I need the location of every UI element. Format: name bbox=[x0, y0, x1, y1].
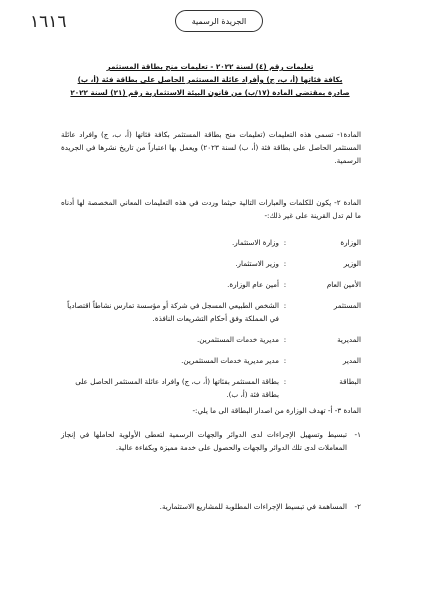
definition-term: الوزارة bbox=[340, 238, 361, 247]
article-2-intro-text: المادة ٢- يكون للكلمات والعبارات التالية حيثما وردت في هذه التعليمات المعاني المخصصة لها أدناه ما لم تدل القرينة على غير ذلك:- bbox=[61, 198, 361, 220]
definition-term: الوزير bbox=[343, 259, 361, 268]
definition-colon: : bbox=[283, 280, 287, 289]
article-1-text: المادة١- تسمى هذه التعليمات (تعليمات منح بطاقة المستثمر بكافة فئاتها (أ، ب، ج) وافراد عائلة المستثمر الحاصل على بطاقة فئة (أ، ب) لسنة ٢٠٢٣) ويعمل بها اعتباراً من تاريخ نشرها في الجريدة الرسمية. bbox=[61, 130, 361, 165]
definition-colon: : bbox=[283, 238, 287, 247]
list-item-text: المساهمة في تبسيط الإجراءات المطلوبة للمشاريع الاستثمارية. bbox=[159, 502, 347, 511]
definition-text: الشخص الطبيعي المسجل في شركة أو مؤسسة تمارس نشاطاً اقتصادياً في المملكة وفق أحكام التشريعات النافذة. bbox=[67, 301, 279, 323]
definitions-list bbox=[61, 236, 361, 401]
definition-colon: : bbox=[283, 356, 287, 365]
list-item bbox=[61, 428, 361, 454]
document-title bbox=[60, 60, 360, 99]
definition-text: وزير الاستثمار. bbox=[235, 259, 279, 268]
title-line-2: بكافة فئاتها (أ، ب، ج) وأفراد عائلة المستثمر الحاصل على بطاقة فئة (أ، ب) bbox=[77, 75, 343, 84]
article-2-intro bbox=[61, 196, 361, 222]
definition-colon: : bbox=[283, 259, 287, 268]
definition-text: أمين عام الوزارة. bbox=[227, 280, 279, 289]
definition-term: البطاقة bbox=[339, 377, 361, 386]
definition-term: المستثمر bbox=[333, 301, 361, 310]
definition-colon: : bbox=[283, 377, 287, 386]
definition-colon: : bbox=[283, 301, 287, 310]
definition-row bbox=[61, 354, 361, 367]
title-line-1: تعليمات رقم (٤) لسنة ٢٠٢٢ - تعليمات منح بطاقة المستثمر bbox=[106, 62, 314, 71]
definition-text: مديرية خدمات المستثمرين. bbox=[196, 335, 279, 344]
definition-text: وزارة الاستثمار. bbox=[231, 238, 279, 247]
definition-row bbox=[61, 257, 361, 270]
definition-text: مدير مديرية خدمات المستثمرين. bbox=[181, 356, 279, 365]
list-item-number: ٢- bbox=[354, 502, 361, 511]
definition-term: المديرية bbox=[337, 335, 361, 344]
definition-row bbox=[61, 299, 361, 325]
article-3-intro-text: المادة ٣- أ- تهدف الوزارة من اصدار البطاقة الى ما يلي:- bbox=[192, 406, 361, 415]
definition-row bbox=[61, 333, 361, 346]
article-3-intro bbox=[61, 404, 361, 417]
definition-row bbox=[61, 278, 361, 291]
page-number: ١٦١٦ bbox=[30, 12, 67, 32]
list-item bbox=[61, 500, 361, 513]
definition-text: بطاقة المستثمر بفئاتها (أ، ب، ج) وافراد عائلة المستثمر الحاصل على بطاقة فئة (أ، ب). bbox=[75, 377, 279, 399]
definition-term: الأمين العام bbox=[326, 280, 361, 289]
definition-row bbox=[61, 236, 361, 249]
article-1 bbox=[61, 128, 361, 167]
list-item-number: ١- bbox=[354, 430, 361, 439]
definition-row bbox=[61, 375, 361, 401]
definition-term: المدير bbox=[342, 356, 361, 365]
list-item-text: تبسيط وتسهيل الإجراءات لدى الدوائر والجهات الرسمية لتعطى الأولوية لحاملها في إنجاز المعاملات لدى تلك الدوائر والجهات والحصول على خدمة مميزة وبكفاءة عالية. bbox=[61, 430, 347, 452]
title-line-3: صادرة بمقتضى المادة (١٧/ب) من قانون البيئة الاستثمارية رقم (٢١) لسنة ٢٠٢٢ bbox=[70, 88, 350, 97]
definition-colon: : bbox=[283, 335, 287, 344]
gazette-header-label: الجريدة الرسمية bbox=[175, 10, 263, 32]
